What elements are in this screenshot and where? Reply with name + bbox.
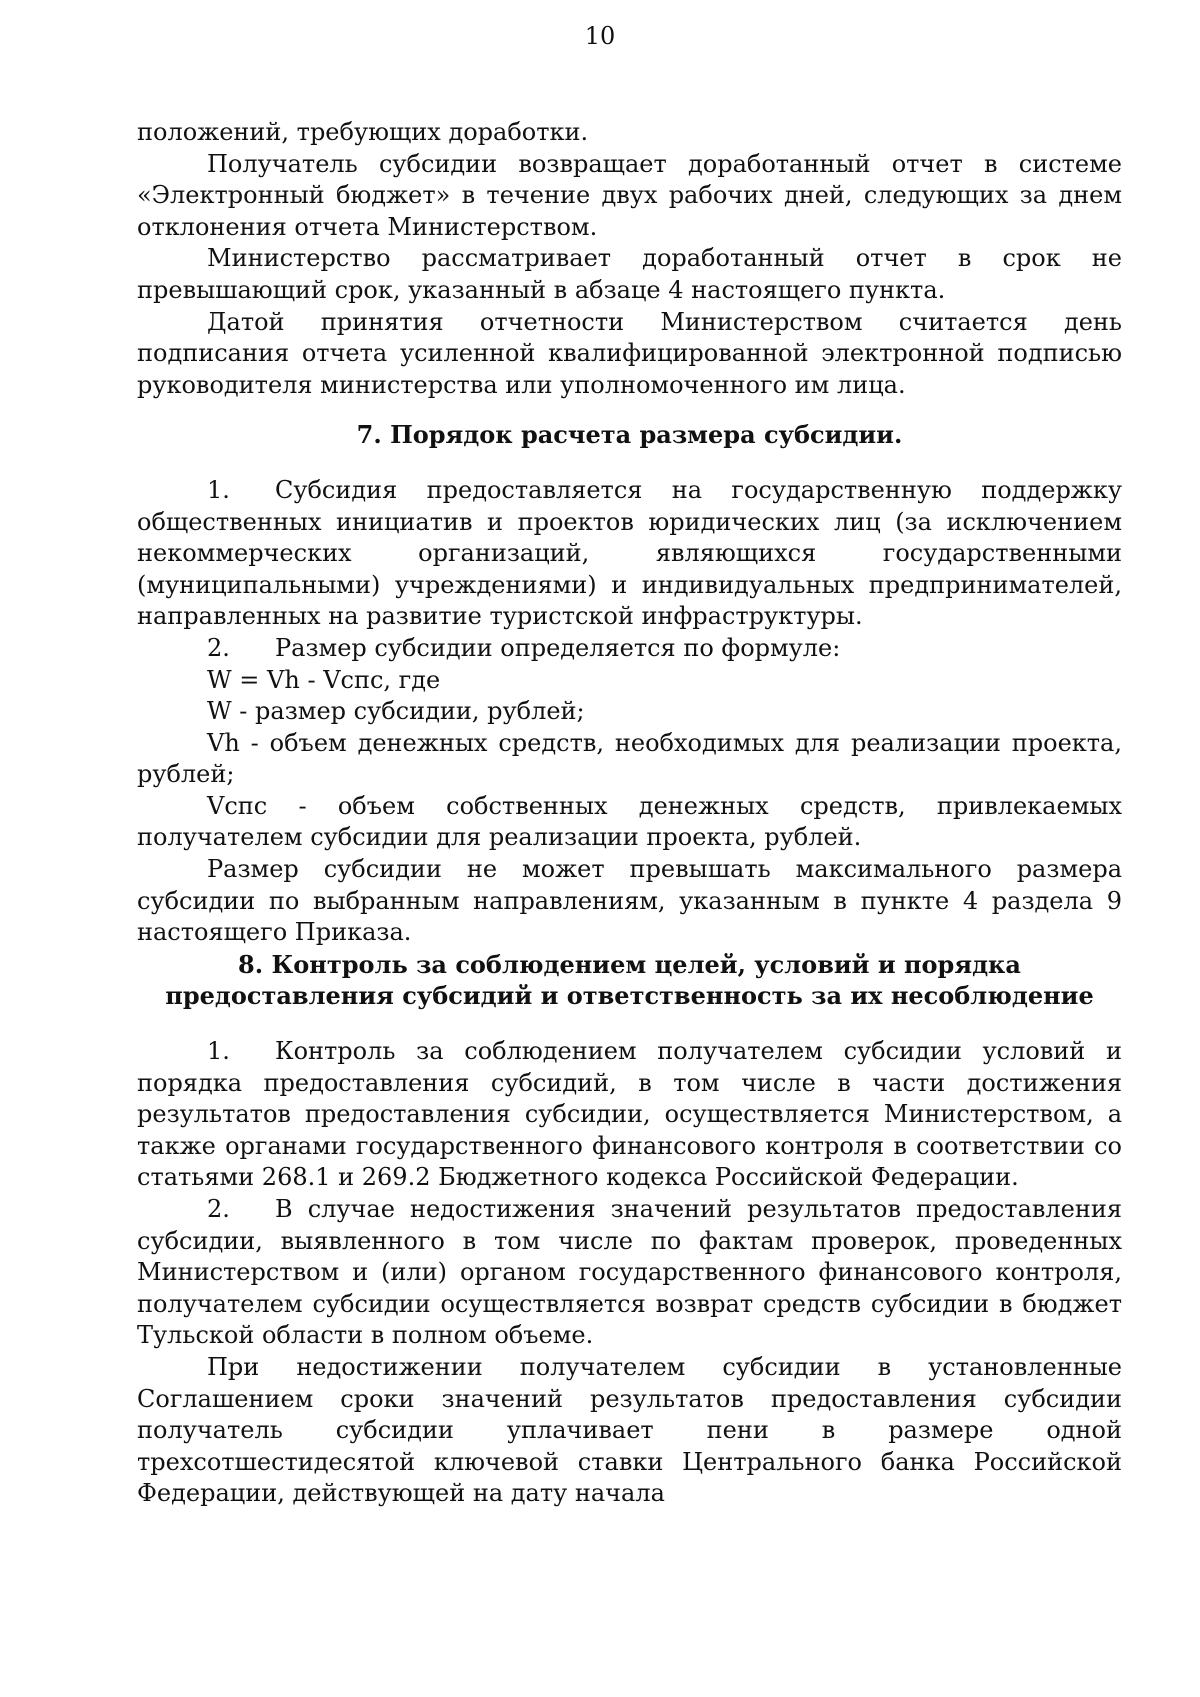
section-7-heading [137,419,1122,451]
formula: W = Vh - Vспс, где [207,665,441,694]
item-text: Размер субсидии определяется по формуле: [275,633,841,662]
item-text: Субсидия предоставляется на государственную поддержку общественных инициатив и проектов юридических лиц (за исключением некоммерческих организаций, являющихся государственными (муниципальными) учреждениями) и индивидуальных предпринимателей, направленных на развитие туристской инфраструктуры. [137,475,1122,631]
document-body [137,117,1122,1510]
item-text: Контроль за соблюдением получателем субсидии условий и порядка предоставления субсидий, в том числе в части достижения результатов предоставления субсидии, осуществляется Министерством, а также органами государственного финансового контроля в соответствии со статьями 268.1 и 269.2 Бюджетного кодекса Российской Федерации. [137,1037,1122,1192]
paragraph: Датой принятия отчетности Министерством считается день подписания отчета усиленной квалифицированной электронной подписью руководителя министерства или уполномоченного им лица. [137,307,1122,399]
paragraph: Размер субсидии не может превышать максимального размера субсидии по выбранным направлениям, указанным в пункте 4 раздела 9 настоящего Приказа. [137,855,1122,947]
paragraph: Министерство рассматривает доработанный отчет в срок не превышающий срок, указанный в абзаце 4 настоящего пункта. [137,244,1122,304]
section-8-item-2 [137,1194,1122,1352]
item-number: 2. [207,633,230,662]
definition-w: W - размер субсидии, рублей; [207,697,585,726]
section-8-title-line-2: предоставления субсидий и ответственность за их несоблюдение [165,981,1094,1011]
item-number: 2. [207,1195,230,1223]
section-7-item-1 [137,475,1122,633]
paragraph: Получатель субсидии возвращает доработанный отчет в системе «Электронный бюджет» в течение двух рабочих дней, следующих за днем отклонения отчета Министерством. [137,149,1122,241]
paragraph: При недостижении получателем субсидии в установленные Соглашением сроки значений результатов предоставления субсидии получатель субсидии уплачивает пени в размере одной трехсотшестидесятой ключевой ставки Центрального банка Российской Федерации, действующей на дату начала [137,1352,1122,1508]
item-number: 1. [207,475,230,504]
section-7-title: 7. Порядок расчета размера субсидии. [356,420,903,450]
section-8-item-1 [137,1036,1122,1194]
definition-vspc: Vспс - объем собственных денежных средств, привлекаемых получателем субсидии для реализации проекта, рублей. [137,791,1122,852]
definition-vh: Vh - объем денежных средств, необходимых для реализации проекта, рублей; [137,728,1122,789]
page-number: 10 [584,22,616,50]
section-7-item-2 [137,633,1122,665]
item-number: 1. [207,1037,230,1066]
item-text: В случае недостижения значений результатов предоставления субсидии, выявленного в том числе по фактам проверок, проведенных Министерством и (или) органом государственного финансового контроля, получателем субсидии осуществляется возврат средств субсидии в бюджет Тульской области в полном объеме. [137,1195,1122,1350]
section-8-heading [137,949,1122,1012]
section-8-title-line-1: 8. Контроль за соблюдением целей, условий и порядка [238,949,1021,979]
paragraph: положений, требующих доработки. [137,118,589,146]
